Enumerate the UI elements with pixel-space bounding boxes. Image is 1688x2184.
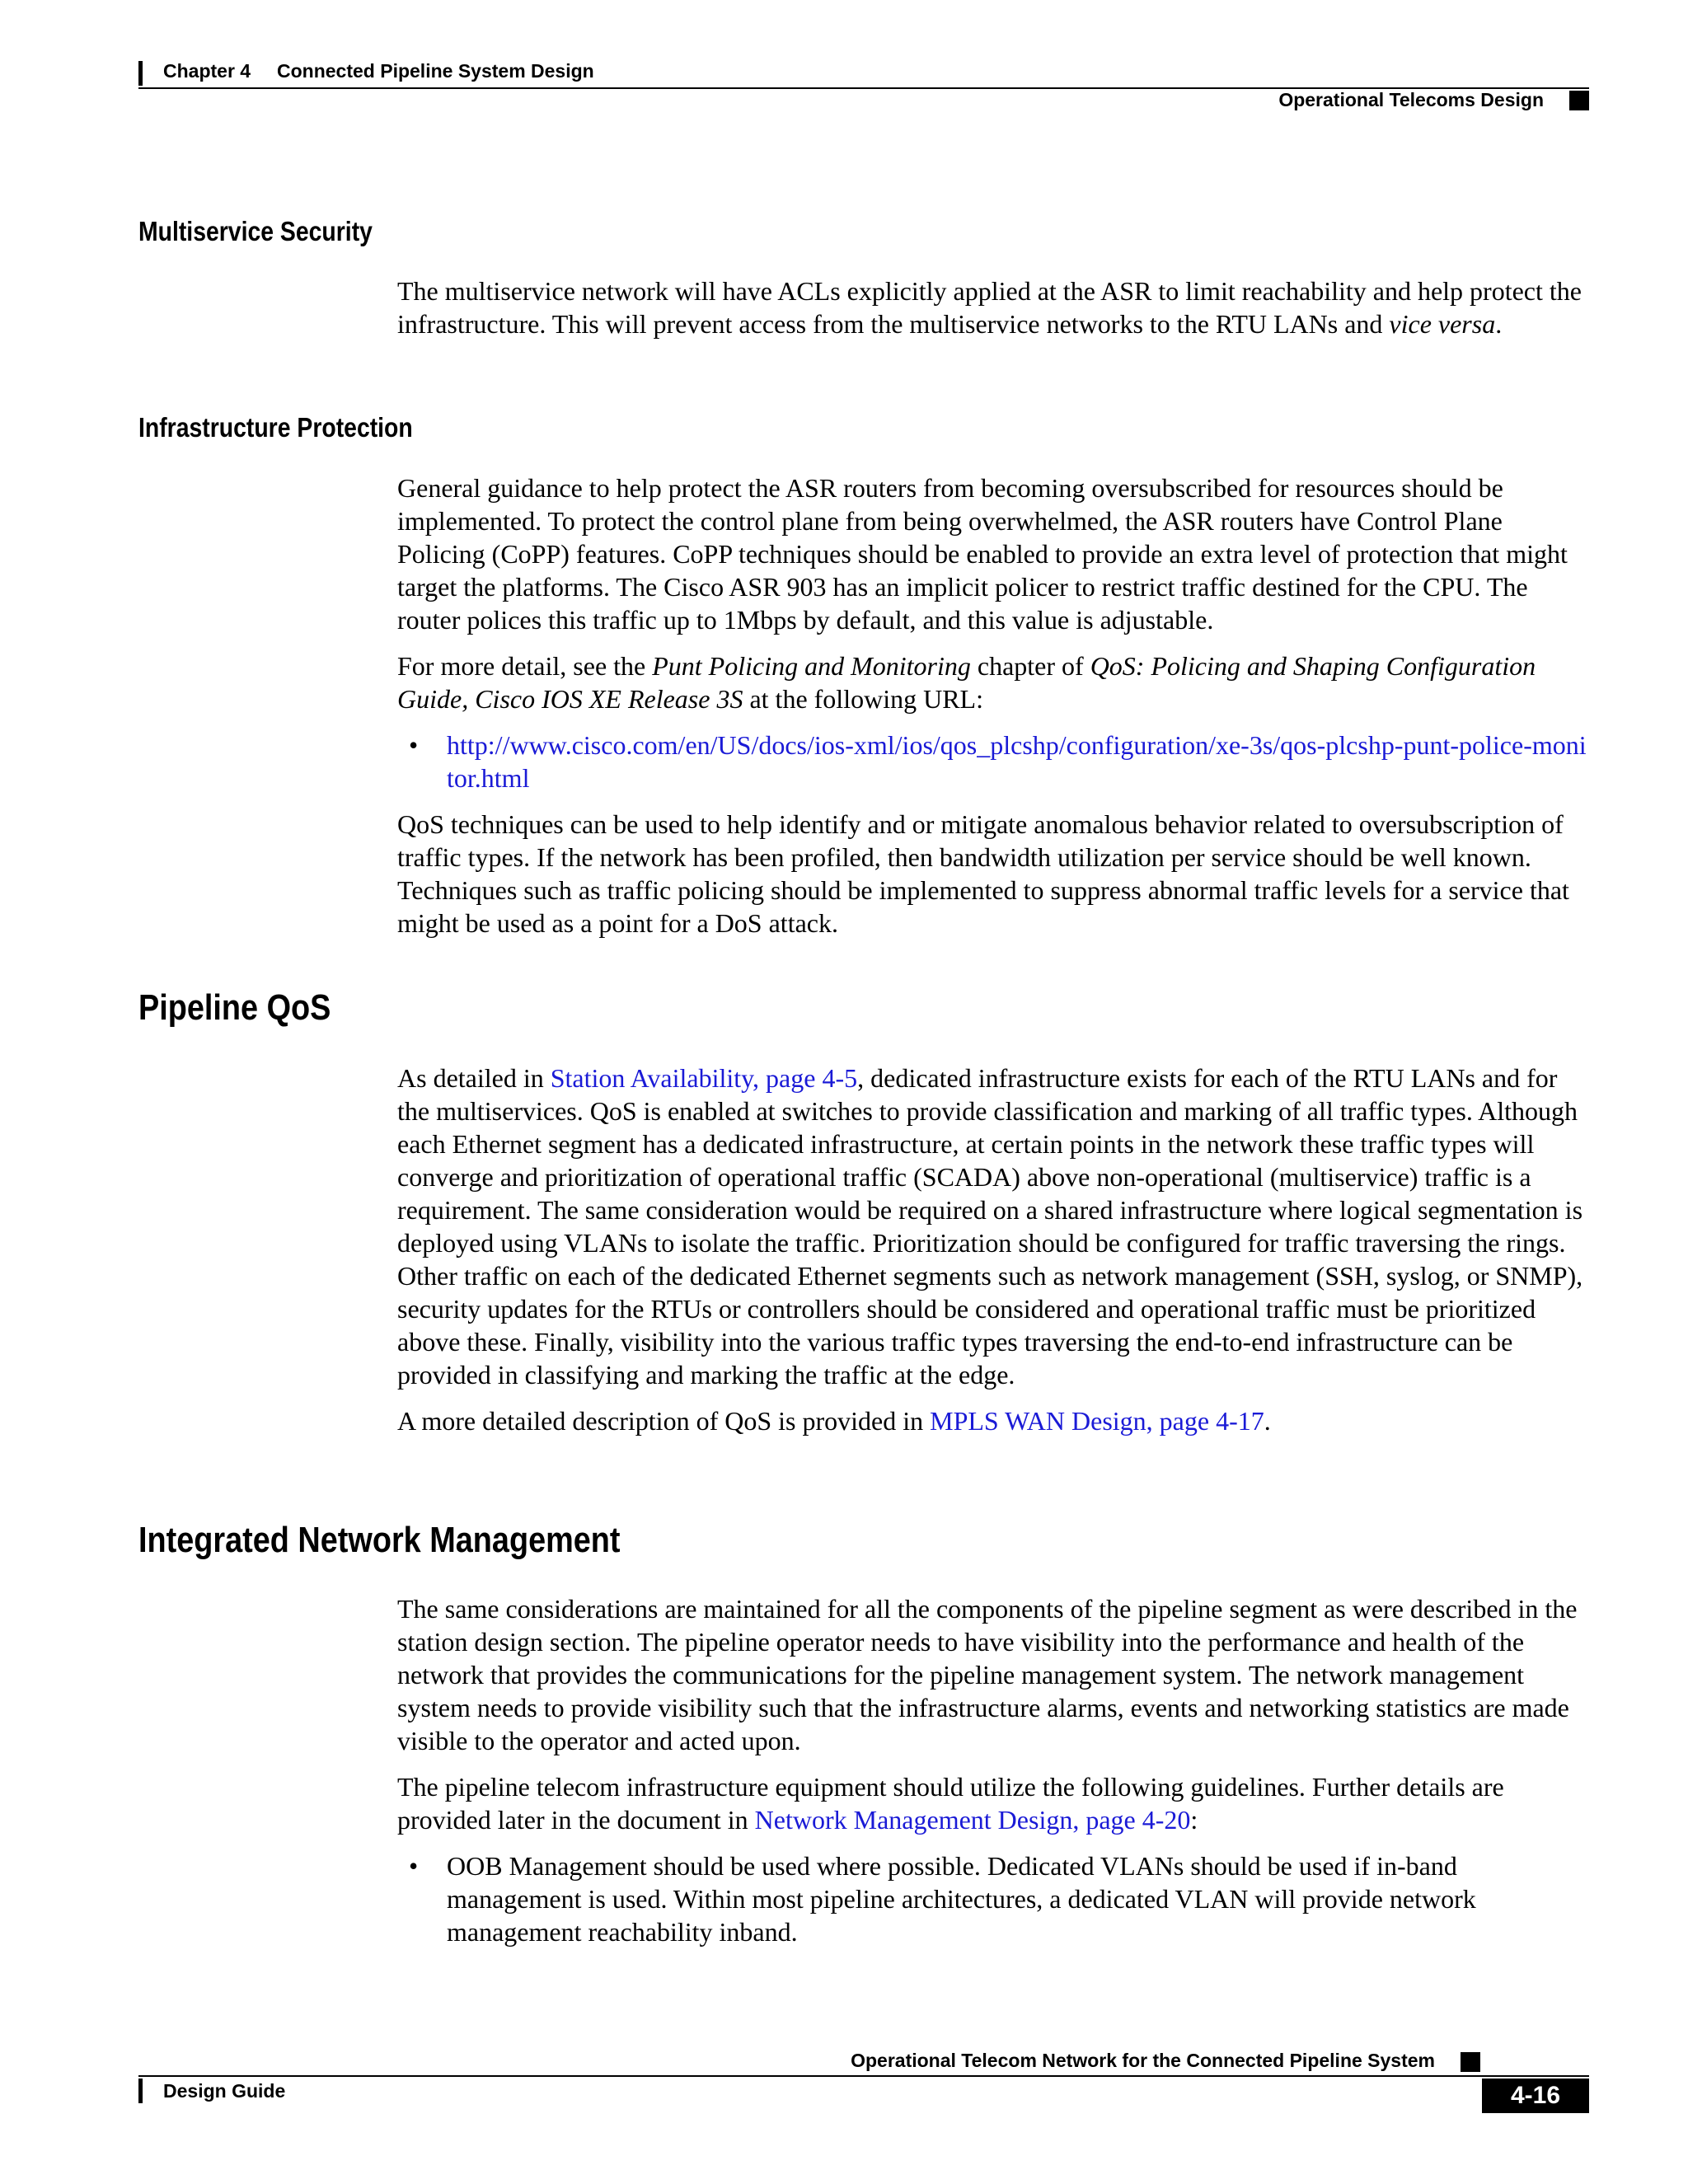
footer-left-bar — [138, 2079, 143, 2103]
header-chapter-label: Chapter 4 — [163, 60, 251, 82]
header-marker-square — [1569, 91, 1589, 110]
list-item — [397, 729, 1588, 794]
multiservice-security-paragraph: The multiservice network will have ACLs explicitly applied at the ASR to limit reachability and help protect the infrastructure. This will prevent access from the multiservice networks to the RTU LANs and vice versa. — [397, 276, 1582, 339]
network-management-design-link[interactable]: Network Management Design, page 4-20 — [754, 1805, 1191, 1835]
infrastructure-protection-heading: Infrastructure Protection — [138, 412, 413, 443]
header-left-bar — [138, 61, 143, 86]
footer-rule — [138, 2075, 1589, 2077]
mpls-wan-design-link[interactable]: MPLS WAN Design, page 4-17 — [930, 1406, 1264, 1436]
guidelines-list — [397, 1849, 1588, 1948]
infrastructure-protection-paragraph-1: General guidance to help protect the ASR routers from becoming oversubscribed for resources should be implemented. To protect the control plane from being overwhelmed, the ASR routers have Control Plane Policing (CoPP) features. CoPP techniques should be enabled to provide an extra level of protection that might target the platforms. The Cisco ASR 903 has an implicit policer to restrict traffic destined for the CPU. The router polices this traffic up to 1Mbps by default, and this value is adjustable. — [397, 473, 1568, 635]
header-chapter-title: Connected Pipeline System Design — [277, 60, 594, 82]
multiservice-security-heading: Multiservice Security — [138, 216, 373, 246]
pipeline-qos-body — [397, 1062, 1588, 1451]
multiservice-security-body — [397, 274, 1588, 354]
list-item: • OOB Management should be used where possible. Dedicated VLANs should be used if in-band management is used. Within most pipeline architectures, a dedicated VLAN will provide network management reachability inband. — [409, 1851, 1476, 1947]
network-management-paragraph-1: The same considerations are maintained for all the components of the pipeline segment as were described in the station design section. The pipeline operator needs to have visibility into the performance and health of the network that provides the communications for the pipeline management system. The network management system needs to provide visibility such that the infrastructure alarms, events and networking statistics are made visible to the operator and acted upon. — [397, 1594, 1578, 1755]
bullet-icon: • — [409, 730, 419, 760]
station-availability-link[interactable]: Station Availability, page 4-5 — [550, 1063, 858, 1093]
pipeline-qos-heading: Pipeline QoS — [138, 987, 331, 1028]
header-section-title: Operational Telecoms Design — [1278, 89, 1544, 110]
footer-doc-title: Operational Telecom Network for the Connected Pipeline System — [851, 2050, 1435, 2071]
bullet-icon: • — [409, 1851, 419, 1881]
qos-punt-policing-url-link[interactable]: http://www.cisco.com/en/US/docs/ios-xml/ios/qos_plcshp/configuration/xe-3s/qos-plcshp-punt-police-monitor.html — [447, 730, 1587, 793]
pipeline-qos-paragraph-1: As detailed in Station Availability, page 4-5, dedicated infrastructure exists for each of the RTU LANs and for the multiservices. QoS is enabled at switches to provide classification and marking of all traffic types. Although each Ethernet segment has a dedicated infrastructure, at certain points in the network these traffic types will converge and prioritization of operational traffic (SCADA) above non-operational (multiservice) traffic is a requirement. The same consideration would be required on a shared infrastructure where logical segmentation is deployed using VLANs to isolate the traffic. Prioritization should be configured for traffic traversing the rings. Other traffic on each of the dedicated Ethernet segments such as network management (SSH, syslog, or SNMP), security updates for the RTUs or controllers should be considered and operational traffic must be prioritized above these. Finally, visibility into the various traffic types traversing the end-to-end infrastructure can be provided in classifying and marking the traffic at the edge. — [397, 1063, 1583, 1390]
network-management-heading: Integrated Network Management — [138, 1520, 621, 1560]
network-management-paragraph-2: The pipeline telecom infrastructure equipment should utilize the following guidelines. Further details are provided later in the document in Network Management Design, page 4-20: — [397, 1772, 1504, 1835]
footer-guide-label: Design Guide — [163, 2080, 286, 2102]
infrastructure-protection-paragraph-2: For more detail, see the Punt Policing and Monitoring chapter of QoS: Policing and Shaping Configuration Guide, Cisco IOS XE Release 3S at the following URL: — [397, 651, 1536, 714]
network-management-body — [397, 1592, 1588, 1961]
url-list — [397, 729, 1588, 794]
pipeline-qos-paragraph-2: A more detailed description of QoS is provided in MPLS WAN Design, page 4-17. — [397, 1406, 1271, 1436]
page-number: 4-16 — [1482, 2079, 1589, 2113]
footer-marker-square — [1461, 2052, 1480, 2072]
infrastructure-protection-paragraph-3: QoS techniques can be used to help identify and or mitigate anomalous behavior related to oversubscription of traffic types. If the network has been profiled, then bandwidth utilization per service should be well known. Techniques such as traffic policing should be implemented to suppress abnormal traffic levels for a service that might be used as a point for a DoS attack. — [397, 809, 1569, 938]
infrastructure-protection-body — [397, 471, 1588, 953]
